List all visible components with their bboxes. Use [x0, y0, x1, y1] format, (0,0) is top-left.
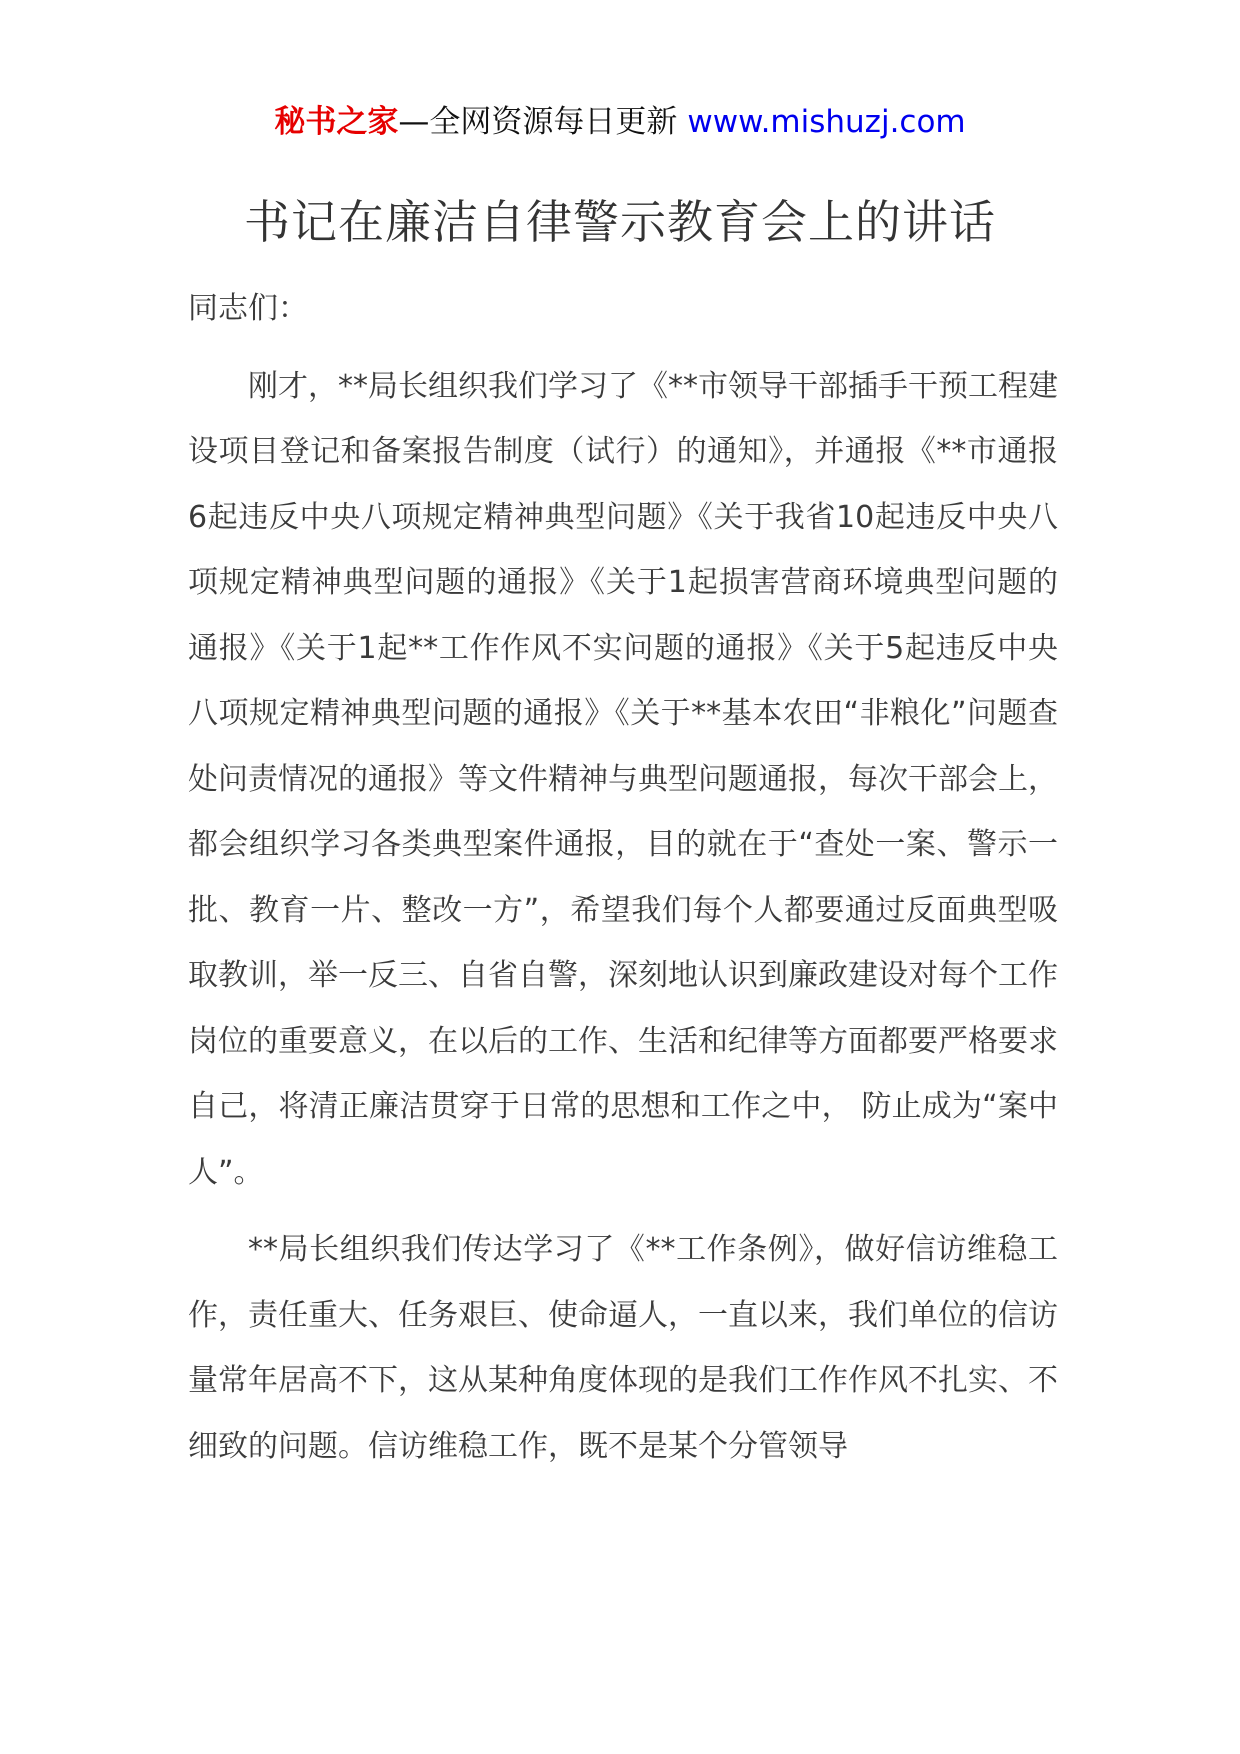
- site-url-link[interactable]: www.mishuzj.com: [687, 104, 966, 140]
- salutation: 同志们：: [188, 291, 308, 326]
- document-title: 书记在廉洁自律警示教育会上的讲话: [244, 195, 996, 249]
- header-slogan: —全网资源每日更新: [398, 104, 678, 140]
- document-body: [188, 276, 1058, 1491]
- brand-name: 秘书之家: [274, 104, 399, 140]
- body-paragraph: 刚才，**局长组织我们学习了《**市领导干部插手干预工程建设项目登记和备案报告制度（试行）的通知》，并通报《**市通报6起违反中央八项规定精神典型问题》《关于我省10起违反中央八项规定精神典型问题的通报》《关于1起损害营商环境典型问题的通报》《关于1起**工作作风不实问题的通报》《关于5起违反中央八项规定精神典型问题的通报》《关于**基本农田“非粮化”问题查处问责情况的通报》等文件精神与典型问题通报，每次干部会上，都会组织学习各类典型案件通报，目的就在于“查处一案、警示一批、教育一片、整改一方”，希望我们每个人都要通过反面典型吸取教训，举一反三、自省自警，深刻地认识到廉政建设对每个工作岗位的重要意义，在以后的工作、生活和纪律等方面都要严格要求自己，将清正廉洁贯穿于日常的思想和工作之中， 防止成为“案中人”。: [188, 368, 1058, 1190]
- body-paragraph: **局长组织我们传达学习了《**工作条例》，做好信访维稳工作，责任重大、任务艰巨、使命逼人，一直以来，我们单位的信访量常年居高不下，这从某种角度体现的是我们工作作风不扎实、不细致的问题。信访维稳工作，既不是某个分管领导: [188, 1232, 1058, 1464]
- header-banner: [0, 100, 1240, 144]
